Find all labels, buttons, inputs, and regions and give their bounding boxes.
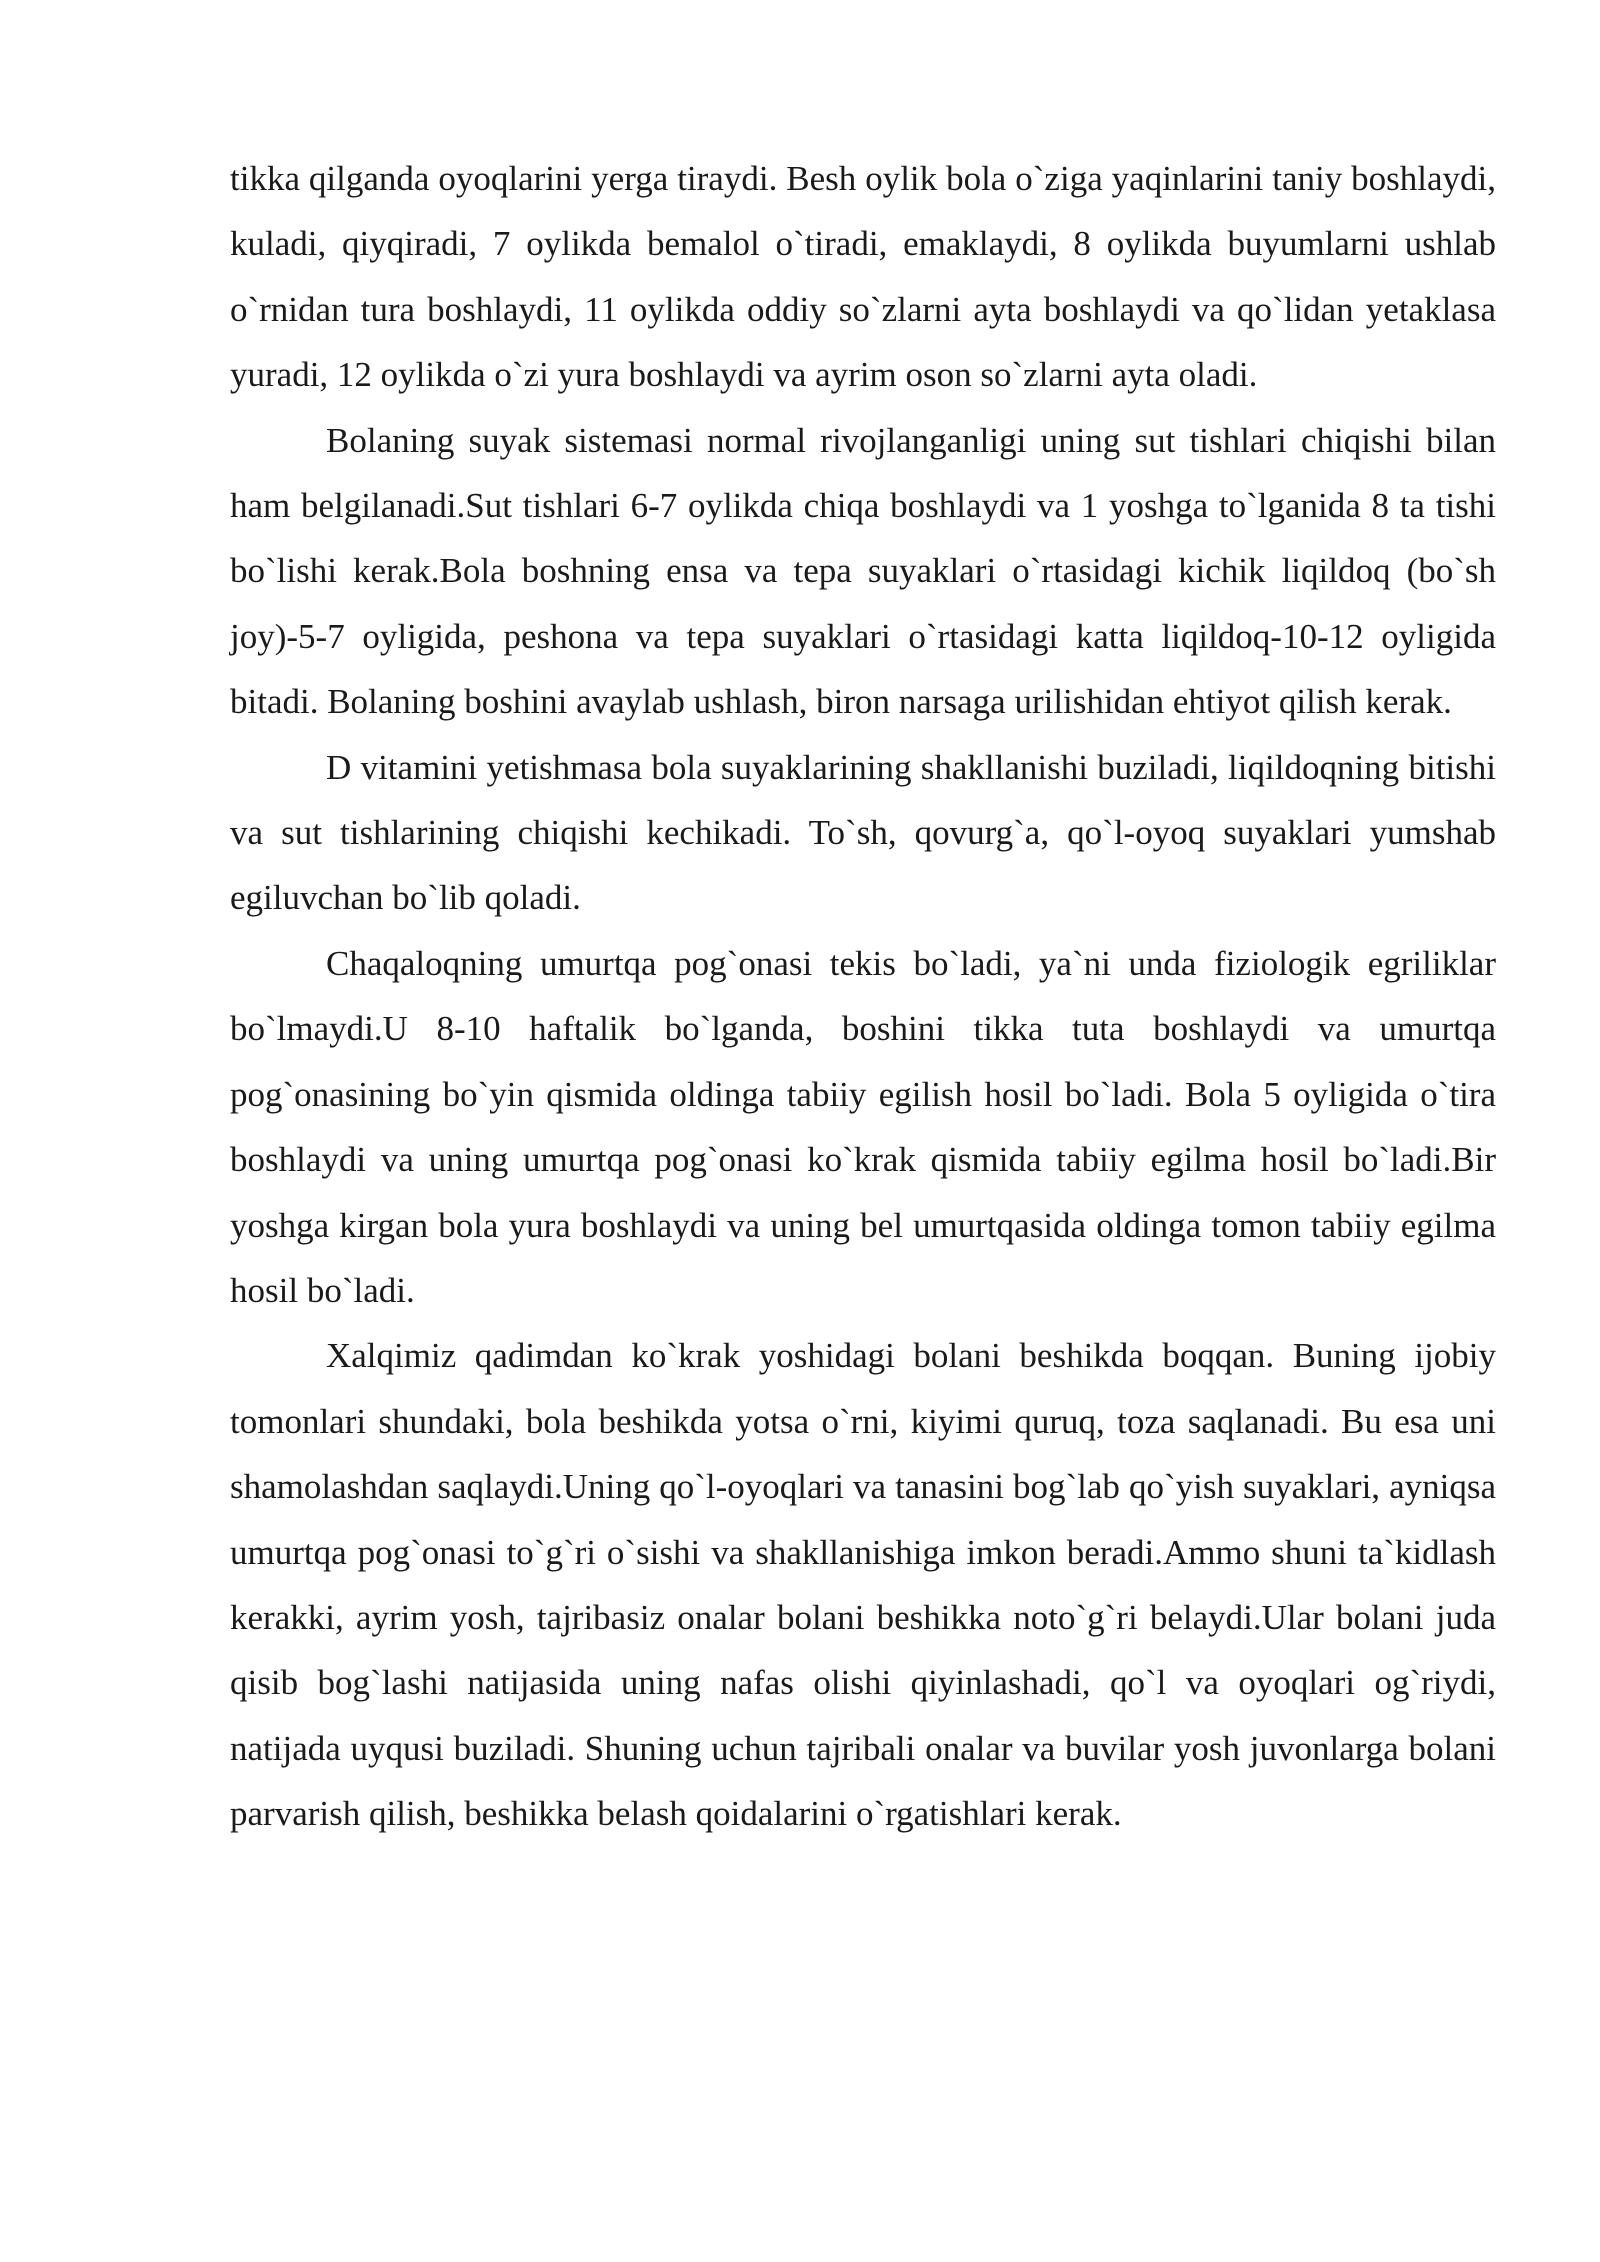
paragraph-bone-system: Bolaning suyak sistemasi normal rivojlanganligi uning sut tishlari chiqishi bilan ham belgilanadi.Sut tishlari 6-7 oylikda chiqa boshlaydi va 1 yoshga to`lganida 8 ta tishi bo`lishi kerak.Bola boshning ensa va tepa suyaklari o`rtasidagi kichik liqildoq (bo`sh joy)-5-7 oyligida, peshona va tepa suyaklari o`rtasidagi katta liqildoq-10-12 oyligida bitadi. Bolaning boshini avaylab ushlash, biron narsaga urilishidan ehtiyot qilish kerak. <box>230 420 1496 722</box>
document-body <box>230 146 1496 1847</box>
paragraph-cradle: Xalqimiz qadimdan ko`krak yoshidagi bolani beshikda boqqan. Buning ijobiy tomonlari shundaki, bola beshikda yotsa o`rni, kiyimi quruq, toza saqlanadi. Bu esa uni shamolashdan saqlaydi.Uning qo`l-oyoqlari va tanasini bog`lab qo`yish suyaklari, ayniqsa umurtqa pog`onasi to`g`ri o`sishi va shakllanishiga imkon beradi.Ammo shuni ta`kidlash kerakki, ayrim yosh, tajribasiz onalar bolani beshikka noto`g`ri belaydi.Ular bolani juda qisib bog`lashi natijasida uning nafas olishi qiyinlashadi, qo`l va oyoqlari og`riydi, natijada uyqusi buziladi. Shuning uchun tajribali onalar va buvilar yosh juvonlarga bolani parvarish qilish, beshikka belash qoidalarini o`rgatishlari kerak. <box>230 1336 1496 1834</box>
paragraph-spine: Chaqaloqning umurtqa pog`onasi tekis bo`ladi, ya`ni unda fiziologik egriliklar bo`lmaydi.U 8-10 haftalik bo`lganda, boshini tikka tuta boshlaydi va umurtqa pog`onasining bo`yin qismida oldinga tabiiy egilish hosil bo`ladi. Bola 5 oyligida o`tira boshlaydi va uning umurtqa pog`onasi ko`krak qismida tabiiy egilma hosil bo`ladi.Bir yoshga kirgan bola yura boshlaydi va uning bel umurtqasida oldinga tomon tabiiy egilma hosil bo`ladi. <box>230 943 1496 1310</box>
paragraph-continuation: tikka qilganda oyoqlarini yerga tiraydi. Besh oylik bola o`ziga yaqinlarini taniy boshlaydi, kuladi, qiyqiradi, 7 oylikda bemalol o`tiradi, emaklaydi, 8 oylikda buyumlarni ushlab o`rnidan tura boshlaydi, 11 oylikda oddiy so`zlarni ayta boshlaydi va qo`lidan yetaklasa yuradi, 12 oylikda o`zi yura boshlaydi va ayrim oson so`zlarni ayta oladi. <box>230 159 1496 395</box>
paragraph-vitamin-d: D vitamini yetishmasa bola suyaklarining shakllanishi buziladi, liqildoqning bitishi va sut tishlarining chiqishi kechikadi. To`sh, qovurg`a, qo`l-oyoq suyaklari yumshab egiluvchan bo`lib qoladi. <box>230 747 1496 918</box>
